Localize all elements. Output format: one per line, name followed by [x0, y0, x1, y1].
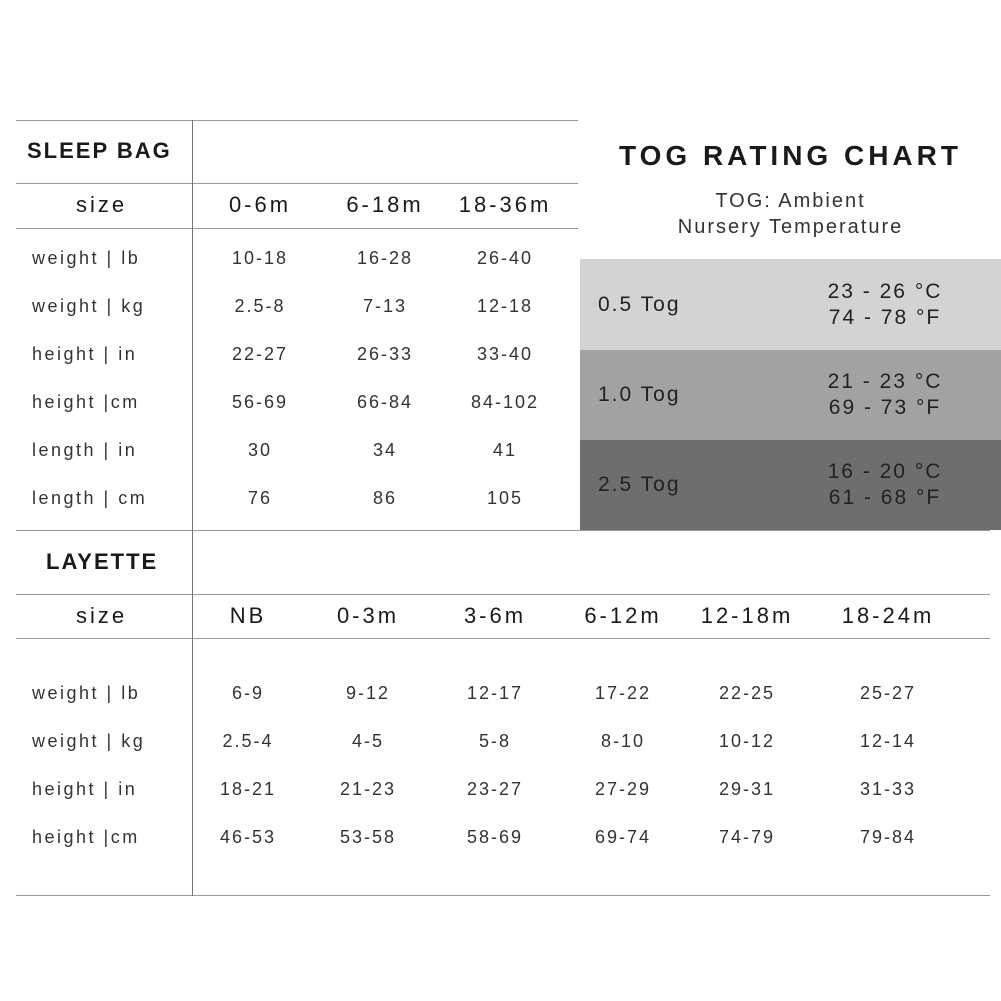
sleep-bag-size-1: 6-18m — [346, 192, 424, 217]
sleep-bag-cell: 105 — [486, 488, 524, 508]
sleep-bag-cell: 26-33 — [356, 344, 414, 364]
sleep-bag-cell: 7-13 — [362, 296, 408, 316]
sleep-bag-row-label: height |cm — [32, 392, 140, 412]
sleep-bag-row-label: weight | lb — [32, 248, 141, 268]
sleep-bag-cell: 10-18 — [231, 248, 289, 268]
tog-chart-subtitle-line2: Nursery Temperature — [677, 216, 904, 238]
layette-size-2: 3-6m — [463, 603, 527, 628]
tog-row — [580, 440, 1001, 530]
layette-cell: 12-14 — [859, 731, 917, 751]
tog-chart-subtitle-line1: TOG: Ambient — [715, 190, 866, 212]
sleep-bag-cell: 22-27 — [231, 344, 289, 364]
layette-row-label: height |cm — [32, 827, 140, 847]
sleep-bag-cell: 41 — [492, 440, 518, 460]
layette-cell: 25-27 — [859, 683, 917, 703]
layette-cell: 31-33 — [859, 779, 917, 799]
layette-cell: 4-5 — [351, 731, 384, 751]
layette-row-label: weight | kg — [32, 731, 146, 751]
layette-size-1: 0-3m — [336, 603, 400, 628]
layette-cell: 22-25 — [718, 683, 776, 703]
layette-bottom-rule — [16, 895, 990, 896]
sleep-bag-row-label: weight | kg — [32, 296, 146, 316]
sleep-bag-row-label: length | in — [32, 440, 138, 460]
tog-fahrenheit-range: 69 - 73 °F — [828, 396, 942, 419]
layette-cell: 5-8 — [478, 731, 511, 751]
layette-row-label: weight | lb — [32, 683, 141, 703]
layette-cell: 2.5-4 — [222, 731, 274, 751]
sleep-bag-cell: 33-40 — [476, 344, 534, 364]
layette-cell: 12-17 — [466, 683, 524, 703]
sleep-bag-cell: 84-102 — [470, 392, 540, 412]
layette-cell: 10-12 — [718, 731, 776, 751]
layette-size-label: size — [76, 603, 128, 628]
sleep-bag-cell: 34 — [372, 440, 398, 460]
layette-size-rule — [16, 638, 990, 639]
layette-cell: 8-10 — [600, 731, 646, 751]
layette-cell: 69-74 — [594, 827, 652, 847]
sleep-bag-title-rule — [16, 183, 578, 184]
tog-rating-label: 1.0 Tog — [598, 383, 681, 406]
layette-size-3: 6-12m — [584, 603, 662, 628]
layette-cell: 79-84 — [859, 827, 917, 847]
tog-fahrenheit-range: 61 - 68 °F — [828, 486, 942, 509]
sleep-bag-cell: 12-18 — [476, 296, 534, 316]
tog-celsius-range: 21 - 23 °C — [827, 370, 943, 393]
sleep-bag-row-label: height | in — [32, 344, 138, 364]
tog-row — [580, 259, 1001, 350]
tog-rating-label: 2.5 Tog — [598, 473, 681, 496]
layette-size-5: 18-24m — [841, 603, 935, 628]
layette-cell: 74-79 — [718, 827, 776, 847]
layette-cell: 27-29 — [594, 779, 652, 799]
sleep-bag-cell: 76 — [247, 488, 273, 508]
layette-row-label: height | in — [32, 779, 138, 799]
layette-title: LAYETTE — [46, 549, 159, 574]
sleep-bag-cell: 26-40 — [476, 248, 534, 268]
layette-size-4: 12-18m — [700, 603, 794, 628]
sleep-bag-size-label: size — [76, 192, 128, 217]
sleep-bag-cell: 2.5-8 — [234, 296, 286, 316]
tog-rating-label: 0.5 Tog — [598, 292, 681, 316]
sleep-bag-cell: 66-84 — [356, 392, 414, 412]
layette-cell: 23-27 — [466, 779, 524, 799]
tog-celsius-range: 23 - 26 °C — [827, 279, 943, 303]
sleep-bag-cell: 56-69 — [231, 392, 289, 412]
sleep-bag-size-2: 18-36m — [458, 192, 552, 217]
layette-cell: 58-69 — [466, 827, 524, 847]
layette-cell: 29-31 — [718, 779, 776, 799]
tog-celsius-range: 16 - 20 °C — [827, 460, 943, 483]
layette-cell: 9-12 — [345, 683, 391, 703]
layette-title-rule — [16, 594, 990, 595]
tog-row — [580, 350, 1001, 440]
layette-cell: 53-58 — [339, 827, 397, 847]
sleep-bag-row-label: length | cm — [32, 488, 148, 508]
sleep-bag-top-rule — [16, 120, 578, 121]
sleep-bag-cell: 86 — [372, 488, 398, 508]
layette-top-rule — [16, 530, 990, 531]
sleep-bag-title: SLEEP BAG — [27, 138, 172, 163]
layette-cell: 6-9 — [231, 683, 264, 703]
sleep-bag-size-0: 0-6m — [228, 192, 292, 217]
layette-cell: 17-22 — [594, 683, 652, 703]
layette-cell: 46-53 — [219, 827, 277, 847]
layette-size-0: NB — [229, 603, 267, 628]
tog-chart-title: TOG RATING CHART — [619, 140, 962, 171]
layette-cell: 18-21 — [219, 779, 277, 799]
sleep-bag-size-rule — [16, 228, 578, 229]
layette-cell: 21-23 — [339, 779, 397, 799]
sleep-bag-cell: 16-28 — [356, 248, 414, 268]
tog-fahrenheit-range: 74 - 78 °F — [828, 305, 942, 329]
sleep-bag-cell: 30 — [247, 440, 273, 460]
